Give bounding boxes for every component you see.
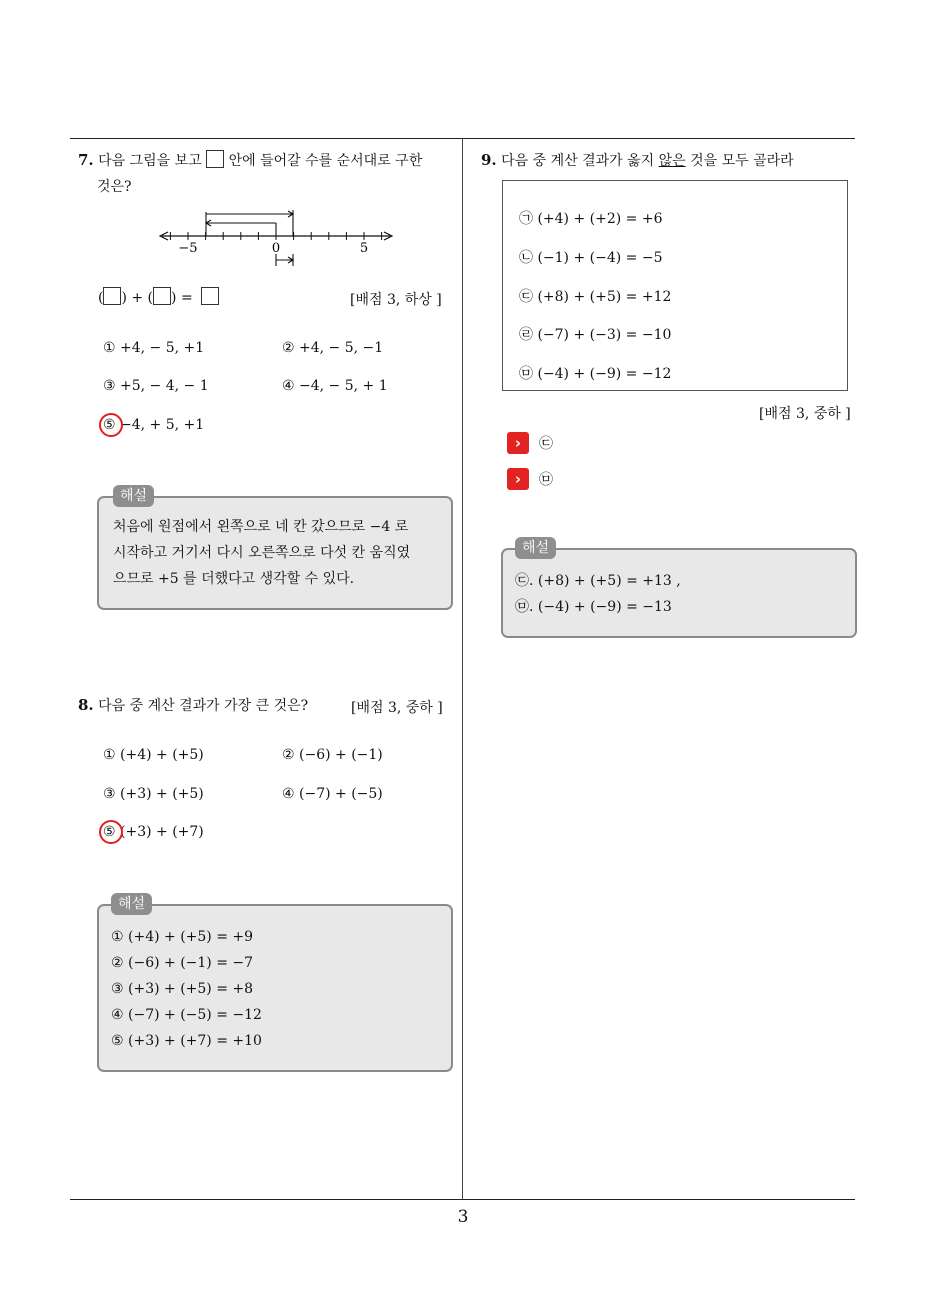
q9-choice-5: ㉤ (−4) + (−9) = −12 <box>519 366 672 382</box>
q7-option-5[interactable] <box>103 417 204 433</box>
q9-text-a: 다음 중 계산 결과가 옳지 <box>501 153 655 169</box>
q9-text-b: 것을 모두 골라라 <box>690 153 794 169</box>
number-line-arrows <box>206 210 293 266</box>
correct-answer-mark <box>99 413 123 437</box>
q9-choice-1: ㉠ (+4) + (+2) = +6 <box>519 211 663 227</box>
chevron-right-icon: › <box>507 468 529 490</box>
q7-number-line <box>150 204 410 268</box>
expr-open-paren: ( <box>98 290 104 306</box>
q9-choice-4: ㉣ (−7) + (−3) = −10 <box>519 327 672 343</box>
q8-score: [배점 3, 중하 ] <box>351 700 443 716</box>
solution-line: ③ (+3) + (+5) = +8 <box>111 981 254 997</box>
q7-score: [배점 3, 하상 ] <box>350 292 442 308</box>
page-number: 3 <box>457 1207 469 1227</box>
q8-option-3[interactable]: ③ (+3) + (+5) <box>103 786 204 802</box>
q8-option-4[interactable]: ④ (−7) + (−5) <box>282 786 383 802</box>
chevron-right-icon: › <box>507 432 529 454</box>
q9-answer-1-label: ㉢ <box>539 436 553 452</box>
q9-choices-box <box>502 180 848 391</box>
q7-expression <box>98 287 219 306</box>
q9-choice-3: ㉢ (+8) + (+5) = +12 <box>519 289 672 305</box>
solution-line: ② (−6) + (−1) = −7 <box>111 955 254 971</box>
expr-equals: ) = <box>171 290 193 306</box>
solution-line: 으므로 +5 를 더했다고 생각할 수 있다. <box>113 571 355 587</box>
q7-option-2[interactable]: ② +4, − 5, −1 <box>282 340 384 356</box>
q9-answer-1 <box>507 432 553 454</box>
solution-line: ① (+4) + (+5) = +9 <box>111 929 254 945</box>
number-line-label-minus5: −5 <box>178 241 198 256</box>
q7-solution-box <box>97 496 453 610</box>
q8-option-2[interactable]: ② (−6) + (−1) <box>282 747 383 763</box>
correct-answer-mark <box>99 820 123 844</box>
bottom-rule <box>70 1199 855 1200</box>
q8-prompt <box>78 695 308 715</box>
q8-solution-text <box>111 924 262 1054</box>
expr-box-2 <box>153 287 171 305</box>
q9-score: [배점 3, 중하 ] <box>759 406 851 422</box>
column-divider <box>462 139 463 1200</box>
q7-text-b: 안에 들어갈 수를 순서대로 구한 <box>228 153 423 169</box>
q7-blank-box <box>206 150 224 168</box>
q7-option-1[interactable]: ① +4, − 5, +1 <box>103 340 205 356</box>
q7-solution-text <box>113 514 410 592</box>
expr-plus: ) + ( <box>121 290 154 306</box>
q7-prompt <box>78 150 422 170</box>
q9-answer-2-label: ㉤ <box>539 472 553 488</box>
q8-number: 8. <box>78 696 94 714</box>
solution-line: ㉢. (+8) + (+5) = +13 , <box>515 573 681 589</box>
solution-line: ㉤. (−4) + (−9) = −13 <box>515 599 672 615</box>
q8-text: 다음 중 계산 결과가 가장 큰 것은? <box>98 698 309 714</box>
q8-solution-box <box>97 904 453 1072</box>
q7-text-line2: 것은? <box>97 179 132 195</box>
q9-answer-2 <box>507 468 553 490</box>
solution-line: ⑤ (+3) + (+7) = +10 <box>111 1033 262 1049</box>
number-line-label-5: 5 <box>359 241 369 256</box>
q9-choice-2: ㉡ (−1) + (−4) = −5 <box>519 250 663 266</box>
q7-option-4[interactable]: ④ −4, − 5, + 1 <box>282 378 388 394</box>
q8-option-5-label: ⑤ (+3) + (+7) <box>103 824 204 840</box>
q8-option-5[interactable] <box>103 824 204 840</box>
solution-line: ④ (−7) + (−5) = −12 <box>111 1007 262 1023</box>
expr-box-3 <box>201 287 219 305</box>
q9-solution-text <box>515 568 681 620</box>
q9-number: 9. <box>481 151 497 169</box>
q7-text-a: 다음 그림을 보고 <box>98 153 202 169</box>
number-line-label-0: 0 <box>271 241 281 256</box>
q7-option-5-label: ⑤ −4, + 5, +1 <box>103 417 205 433</box>
q8-option-1[interactable]: ① (+4) + (+5) <box>103 747 204 763</box>
q7-option-3[interactable]: ③ +5, − 4, − 1 <box>103 378 209 394</box>
q7-number: 7. <box>78 151 94 169</box>
solution-line: 시작하고 거기서 다시 오른쪽으로 다섯 칸 움직였 <box>113 545 411 561</box>
q9-solution-box <box>501 548 857 638</box>
q9-solution-tag: 해설 <box>515 537 556 559</box>
q7-solution-tag: 해설 <box>113 485 154 507</box>
q9-prompt <box>481 150 794 170</box>
q9-text-underlined: 않은 <box>658 153 686 169</box>
solution-line: 처음에 원점에서 왼쪽으로 네 칸 갔으므로 −4 로 <box>113 519 409 535</box>
expr-box-1 <box>103 287 121 305</box>
q8-solution-tag: 해설 <box>111 893 152 915</box>
